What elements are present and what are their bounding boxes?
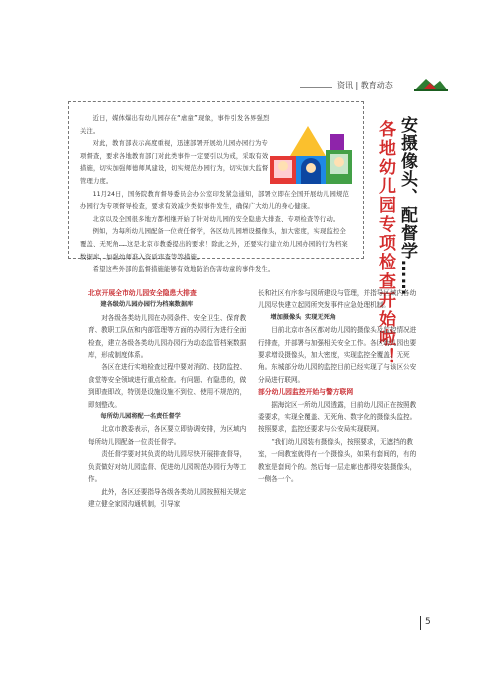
- section-heading: 部分幼儿园监控开始与警方联网: [258, 388, 354, 397]
- intro-paragraph: 11月24日，国务院教育督导委员会办公室印发紧急通知，部署立即在全国开展幼儿园规范办园行为专项督导检查，要求有效减少类似事件发生，确保广大幼儿的身心健康。: [80, 190, 349, 211]
- body-paragraph: 责任督学要对其负责的幼儿园尽快开展排查督导，负责做好对幼儿园监督、促进幼儿园规范办园行为等工作。: [88, 450, 247, 484]
- section-subheading: 增加摄像头 实现无死角: [270, 313, 336, 321]
- section-subheading: 每所幼儿园将配一名责任督学: [100, 413, 181, 421]
- page-number: 5: [425, 617, 431, 627]
- section-heading: 北京开展全市幼儿园安全隐患大排查: [88, 289, 197, 297]
- body-paragraph: 各区在进行实地检查过程中要对消防、技防监控、食堂等安全领域进行重点检查。有问题、有隐患的，做到即查即改，特别是设施设施不到位、使用不规范的，即刻整改。: [88, 363, 247, 409]
- article-title: 安摄像头、配督学……: [397, 116, 417, 296]
- right-column: [258, 287, 418, 486]
- body-paragraph: 北京市教委表示，各区要立即协调安排，为区域内每所幼儿园配备一位责任督学。: [88, 425, 247, 446]
- toy-blocks-illustration: [268, 120, 354, 186]
- article-subtitle: 各地幼儿园专项检查开始啦！: [375, 120, 395, 367]
- page-number-divider: [420, 616, 421, 630]
- body-paragraph: 此外，各区还要指导各级各类幼儿园按照相关规定建立健全家园沟通机制，引导家: [88, 487, 247, 508]
- body-paragraph: 长和社区有序参与园所建设与管理，并指导区域内各幼儿园尽快建立起园所突发事件应急处理机制。: [258, 289, 417, 310]
- left-column: [88, 287, 248, 510]
- body-paragraph: 对各级各类幼儿园在办园条件、安全卫生、保育教育、教职工队伍和内部管理等方面的办园行为进行全面检查，建立各级各类幼儿园办园行为动态监管档案数据库，形成制度体系。: [88, 313, 247, 360]
- section-subheading: 建各级幼儿园办园行为档案数据库: [100, 301, 194, 309]
- intro-paragraph: 北京以及全国很多地方都相继开始了针对幼儿园的安全隐患大排查、专项检查等行动。: [92, 215, 340, 223]
- body-paragraph: “我们幼儿园装有摄像头，按照要求，无遮挡的教室，一间教室就得有一个摄像头，如果有套间的，有的教室是套间个的。然后每一层走廊也都得安装摄像头，一侧各一个。: [258, 437, 417, 484]
- intro-paragraph: 近日，媒体爆出有幼儿园存在“虐童”现象，事件引发各界强烈关注。: [80, 115, 270, 135]
- intro-paragraph: 对此，教育部表示高度重视，迅速部署开展幼儿园办园行为专项督查，要求各地教育部门对此类事件一定要引以为戒，采取有效措施，切实加强师德师风建设，切实规范办园行为，切实加大监督管理力度。: [80, 140, 269, 185]
- intro-paragraph: 希望这些外部的监督措施能够有效地防治伤害幼童的事件发生。: [92, 266, 275, 274]
- section-label: 资讯 | 教育动态: [337, 81, 393, 90]
- intro-paragraph: 例如，为每所幼儿园配备一位责任督学，各区幼儿园增设摄像头，加大密度，实现监控全覆盖、无死角……这是北京市教委提出的要求！除此之外，还要实行建立幼儿园办园的行为档案数据库，加强幼师准入资质审查等等措施。: [80, 228, 348, 261]
- body-paragraph: 目前北京市各区都对幼儿园的摄像头及监控情况进行排查，并部署与加强相关安全工作。各区幼儿园也要要求增设摄像头，加大密度，实现监控全覆盖、无死角。东城部分幼儿园的监控目前已经实现了与该区公安分局进行联网。: [258, 326, 417, 384]
- magazine-logo-icon: [414, 77, 448, 91]
- body-paragraph: 据海淀区一所幼儿园透露，目前幼儿园正在按照教委要求，实现全覆盖、无死角、数字化的摄像头监控。按照要求，监控还要求与公安局实现联网。: [258, 400, 417, 434]
- header-divider: [300, 87, 332, 88]
